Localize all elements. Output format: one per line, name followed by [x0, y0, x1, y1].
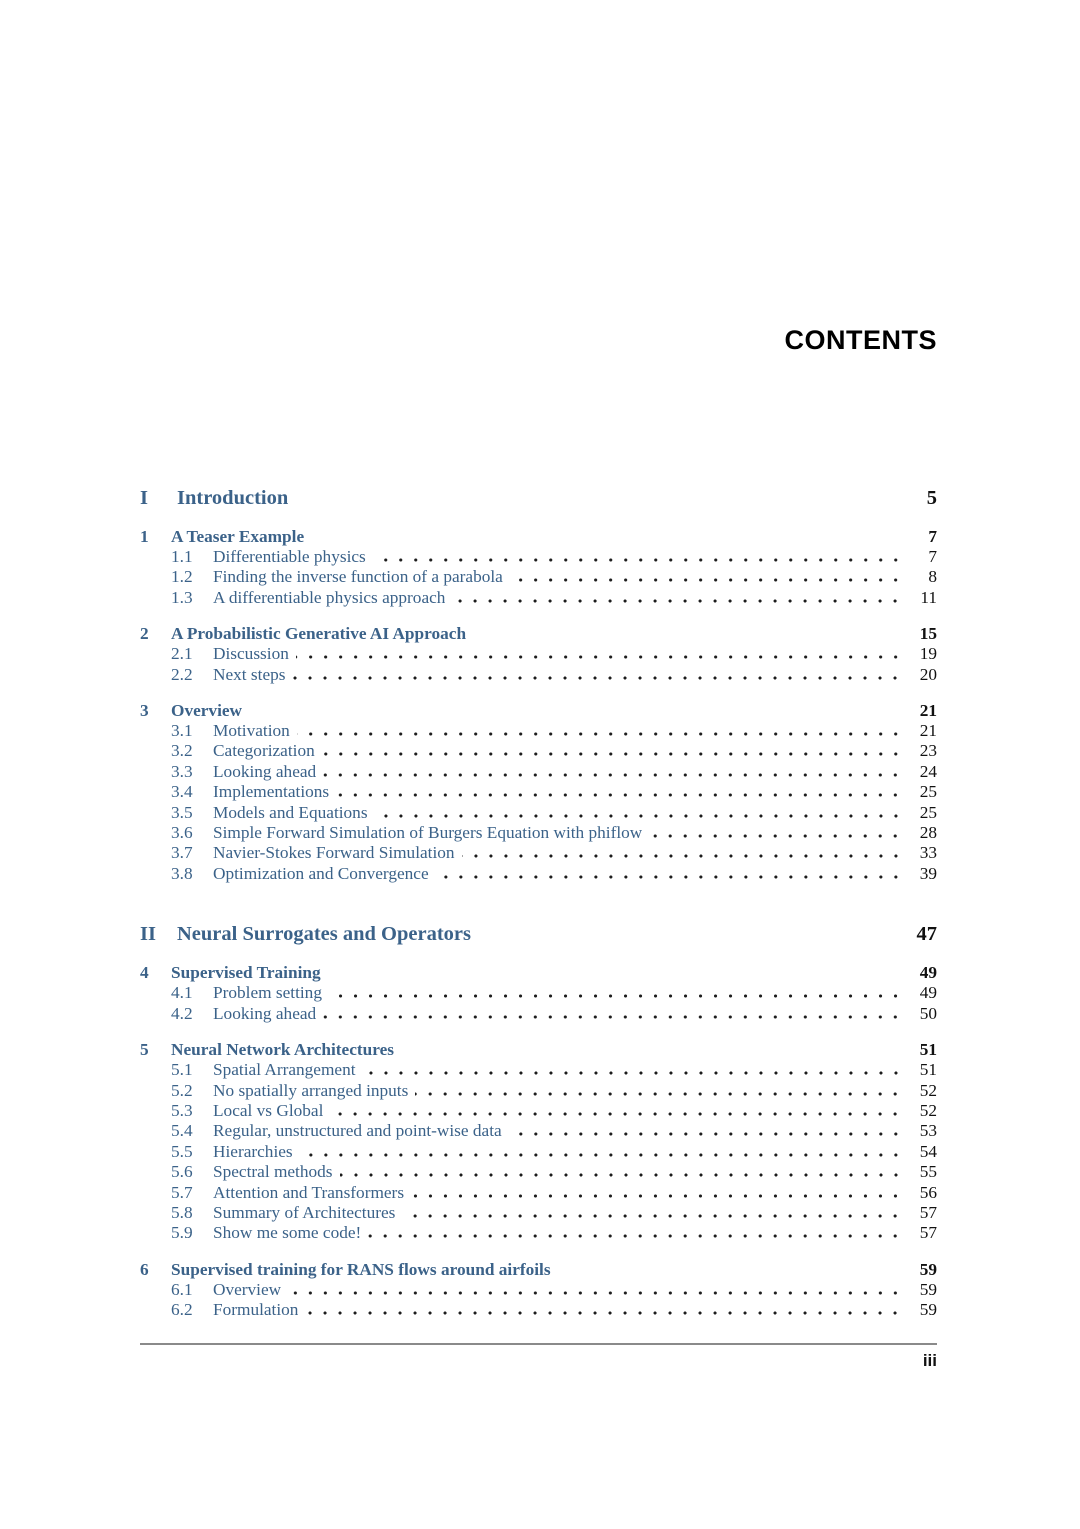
- section-title: Differentiable physics: [213, 547, 366, 566]
- part-page-number: 47: [916, 923, 937, 946]
- section-page-number: 55: [919, 1162, 937, 1182]
- toc-chapter-entry[interactable]: [140, 962, 937, 983]
- toc-section-entry[interactable]: [140, 1004, 937, 1024]
- chapter-title: Neural Network Architectures: [171, 1040, 395, 1060]
- section-number: 5.6: [171, 1162, 193, 1182]
- dot-leader: [373, 558, 903, 562]
- toc-section-entry[interactable]: [140, 588, 937, 608]
- section-page-number: 56: [919, 1182, 937, 1202]
- chapter-page-number: 49: [919, 963, 937, 983]
- section-number: 3.6: [171, 823, 193, 843]
- section-title: Categorization: [213, 741, 315, 761]
- footer-page-number: iii: [922, 1351, 937, 1370]
- dot-leader: [363, 1071, 903, 1075]
- table-of-contents: [140, 485, 937, 1321]
- chapter-number: 1: [140, 527, 149, 546]
- toc-section-entry[interactable]: [140, 1280, 937, 1300]
- section-page-number: 25: [919, 802, 937, 822]
- footer-rule: [140, 1343, 937, 1345]
- section-page-number: 51: [919, 1060, 937, 1080]
- section-page-number: 57: [919, 1223, 937, 1243]
- section-number: 1.1: [171, 547, 193, 566]
- section-page-number: 7: [928, 547, 937, 566]
- toc-chapter: [140, 700, 937, 884]
- dot-leader: [510, 578, 903, 582]
- section-page-number: 19: [919, 644, 937, 664]
- section-page-number: 33: [919, 843, 937, 863]
- section-page-number: 21: [919, 721, 937, 741]
- toc-section-entry[interactable]: [140, 983, 937, 1003]
- section-title: Models and Equations: [213, 802, 368, 822]
- section-title: Local vs Global: [213, 1100, 324, 1120]
- dot-leader: [415, 1092, 903, 1096]
- toc-section-entry[interactable]: [140, 1223, 937, 1243]
- section-page-number: 24: [919, 761, 937, 781]
- chapter-number: 5: [140, 1040, 149, 1060]
- toc-section-entry[interactable]: [140, 823, 937, 843]
- dot-leader: [649, 834, 903, 838]
- toc-section-entry[interactable]: [140, 1183, 937, 1203]
- toc-chapter: [140, 623, 937, 685]
- section-number: 6.1: [171, 1279, 193, 1299]
- toc-section-entry[interactable]: [140, 864, 937, 884]
- section-page-number: 50: [919, 1003, 937, 1023]
- chapter-title: Supervised training for RANS flows around airfoils: [171, 1259, 551, 1279]
- section-title: Spatial Arrangement: [213, 1060, 356, 1080]
- section-page-number: 23: [919, 741, 937, 761]
- section-title: Optimization and Convergence: [213, 863, 429, 883]
- chapter-page-number: 15: [919, 624, 937, 644]
- section-title: Discussion: [213, 644, 289, 664]
- page-title: CONTENTS: [784, 325, 937, 355]
- toc-section-entry[interactable]: [140, 803, 937, 823]
- section-number: 5.2: [171, 1080, 193, 1100]
- section-number: 1.3: [171, 587, 193, 607]
- section-title: Formulation: [213, 1300, 299, 1320]
- section-number: 3.1: [171, 721, 193, 741]
- chapter-number: 4: [140, 963, 149, 983]
- toc-section-entry[interactable]: [140, 762, 937, 782]
- dot-leader: [336, 793, 903, 797]
- section-page-number: 49: [919, 983, 937, 1003]
- section-page-number: 39: [919, 863, 937, 883]
- toc-chapter-entry[interactable]: [140, 623, 937, 644]
- section-title: Motivation: [213, 721, 290, 741]
- dot-leader: [509, 1132, 903, 1136]
- toc-section-entry[interactable]: [140, 547, 937, 567]
- toc-chapter-entry[interactable]: [140, 526, 937, 547]
- section-number: 3.2: [171, 741, 193, 761]
- part-numeral: II: [140, 923, 156, 946]
- section-number: 3.7: [171, 843, 193, 863]
- toc-section-entry[interactable]: [140, 741, 937, 761]
- section-page-number: 25: [919, 782, 937, 802]
- part-title: Neural Surrogates and Operators: [177, 923, 472, 946]
- section-page-number: 8: [928, 567, 937, 587]
- section-title: Next steps: [213, 664, 286, 684]
- chapter-number: 3: [140, 701, 149, 721]
- section-page-number: 52: [919, 1080, 937, 1100]
- dot-leader: [411, 1194, 903, 1198]
- section-title: Simple Forward Simulation of Burgers Equation with phiflow: [213, 823, 643, 843]
- dot-leader: [375, 814, 903, 818]
- toc-chapter-entry[interactable]: [140, 1039, 937, 1060]
- section-title: Hierarchies: [213, 1141, 293, 1161]
- dot-leader: [330, 1112, 903, 1116]
- chapter-page-number: 51: [919, 1040, 937, 1060]
- section-title: Summary of Architectures: [213, 1202, 396, 1222]
- toc-section-entry[interactable]: [140, 782, 937, 802]
- toc-part-entry[interactable]: [140, 921, 937, 947]
- chapter-page-number: 7: [928, 527, 937, 546]
- toc-section-entry[interactable]: [140, 1081, 937, 1101]
- section-page-number: 54: [919, 1141, 937, 1161]
- dot-leader: [323, 773, 903, 777]
- section-title: Navier-Stokes Forward Simulation: [213, 843, 455, 863]
- section-page-number: 57: [919, 1202, 937, 1222]
- toc-section-entry[interactable]: [140, 1203, 937, 1223]
- toc-chapter: [140, 1039, 937, 1244]
- section-title: Spectral methods: [213, 1162, 333, 1182]
- toc-chapter-entry[interactable]: [140, 1259, 937, 1280]
- section-number: 5.9: [171, 1223, 193, 1243]
- section-page-number: 53: [919, 1121, 937, 1141]
- dot-leader: [300, 1153, 903, 1157]
- section-title: Finding the inverse function of a parabola: [213, 567, 503, 587]
- dot-leader: [305, 1311, 903, 1315]
- dot-leader: [296, 655, 903, 659]
- section-number: 3.5: [171, 802, 193, 822]
- section-page-number: 28: [919, 823, 937, 843]
- section-page-number: 52: [919, 1100, 937, 1120]
- chapter-title: Supervised Training: [171, 963, 321, 983]
- toc-chapter: [140, 1259, 937, 1321]
- dot-leader: [462, 854, 903, 858]
- dot-leader: [436, 875, 903, 879]
- section-number: 3.3: [171, 761, 193, 781]
- dot-leader: [452, 599, 903, 603]
- chapter-page-number: 21: [919, 701, 937, 721]
- dot-leader: [292, 676, 903, 680]
- section-number: 2.2: [171, 664, 193, 684]
- chapter-title: A Teaser Example: [171, 527, 305, 546]
- section-number: 5.3: [171, 1100, 193, 1120]
- section-number: 1.2: [171, 567, 193, 587]
- toc-section-entry[interactable]: [140, 665, 937, 685]
- section-number: 5.7: [171, 1182, 193, 1202]
- toc-chapter-entry[interactable]: [140, 700, 937, 721]
- section-number: 5.8: [171, 1202, 193, 1222]
- section-number: 6.2: [171, 1300, 193, 1320]
- dot-leader: [329, 994, 903, 998]
- toc-section-entry[interactable]: [140, 644, 937, 664]
- part-numeral: I: [140, 487, 148, 509]
- toc-chapter: [140, 962, 937, 1024]
- dot-leader: [297, 732, 903, 736]
- toc-part: [140, 921, 937, 1320]
- section-number: 5.4: [171, 1121, 193, 1141]
- chapter-page-number: 59: [919, 1259, 937, 1279]
- section-page-number: 59: [919, 1279, 937, 1299]
- section-title: A differentiable physics approach: [213, 587, 446, 607]
- chapter-title: Overview: [171, 701, 243, 721]
- section-title: Problem setting: [213, 983, 322, 1003]
- part-page-number: 5: [926, 487, 937, 509]
- toc-part: [140, 485, 937, 884]
- dot-leader: [340, 1173, 903, 1177]
- section-title: Show me some code!: [213, 1223, 362, 1243]
- toc-section-entry[interactable]: [140, 1142, 937, 1162]
- dot-leader: [402, 1214, 903, 1218]
- toc-section-entry[interactable]: [140, 1101, 937, 1121]
- section-number: 2.1: [171, 644, 193, 664]
- dot-leader: [323, 1015, 903, 1019]
- chapter-number: 6: [140, 1259, 149, 1279]
- section-number: 5.1: [171, 1060, 193, 1080]
- section-number: 4.1: [171, 983, 193, 1003]
- dot-leader: [322, 752, 903, 756]
- toc-section-entry[interactable]: [140, 567, 937, 587]
- section-title: Attention and Transformers: [213, 1182, 405, 1202]
- chapter-title: A Probabilistic Generative AI Approach: [171, 624, 467, 644]
- toc-part-entry[interactable]: [140, 485, 937, 511]
- section-number: 5.5: [171, 1141, 193, 1161]
- section-title: Regular, unstructured and point-wise data: [213, 1121, 502, 1141]
- toc-section-entry[interactable]: [140, 721, 937, 741]
- toc-section-entry[interactable]: [140, 843, 937, 863]
- toc-section-entry[interactable]: [140, 1162, 937, 1182]
- toc-chapter: [140, 526, 937, 608]
- chapter-number: 2: [140, 624, 149, 644]
- dot-leader: [368, 1234, 903, 1238]
- section-title: Looking ahead: [213, 761, 317, 781]
- section-title: Looking ahead: [213, 1003, 317, 1023]
- section-number: 4.2: [171, 1003, 193, 1023]
- toc-section-entry[interactable]: [140, 1300, 937, 1320]
- section-number: 3.4: [171, 782, 193, 802]
- section-title: No spatially arranged inputs: [213, 1080, 409, 1100]
- part-title: Introduction: [177, 487, 289, 509]
- dot-leader: [288, 1291, 903, 1295]
- toc-section-entry[interactable]: [140, 1060, 937, 1080]
- section-title: Overview: [213, 1279, 282, 1299]
- page-content: [140, 0, 937, 1321]
- section-number: 3.8: [171, 863, 193, 883]
- section-page-number: 20: [919, 664, 937, 684]
- section-title: Implementations: [213, 782, 330, 802]
- section-page-number: 59: [919, 1300, 937, 1320]
- toc-section-entry[interactable]: [140, 1121, 937, 1141]
- section-page-number: 11: [920, 587, 937, 607]
